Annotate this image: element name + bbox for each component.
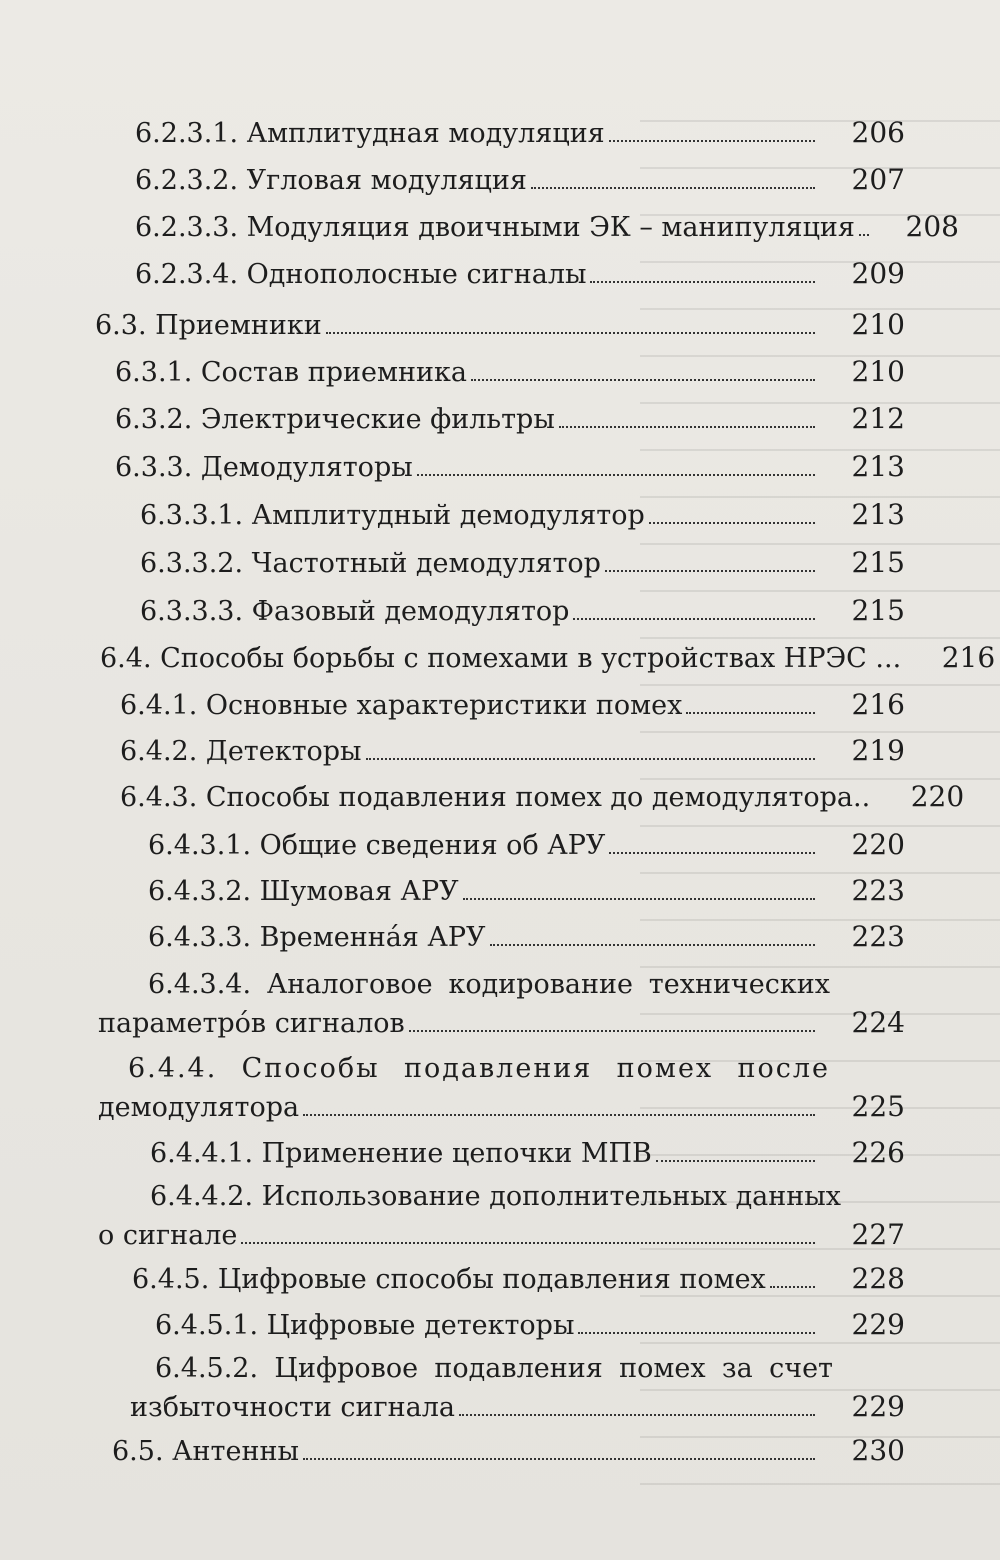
toc-entry[interactable]: [115, 355, 905, 390]
toc-page-number: 223: [851, 874, 905, 907]
leader-dots: [241, 1242, 815, 1244]
toc-page-number: 229: [851, 1390, 905, 1423]
toc-entry-label: 6.2.3.4. Однополосные сигналы: [135, 259, 587, 290]
toc-entry-label: 6.3.3.2. Частотный демодулятор: [140, 548, 601, 579]
toc-entry-label: 6.4.3.4. Аналоговое кодирование технических: [148, 969, 830, 1000]
toc-entry[interactable]: [150, 1136, 905, 1171]
leader-dots: [656, 1160, 815, 1162]
toc-page-number: 228: [851, 1262, 905, 1295]
leader-dots: [859, 234, 869, 236]
toc-entry-label-continued: о сигнале: [98, 1220, 238, 1251]
toc-entry[interactable]: [115, 450, 905, 485]
toc-page-number: 220: [910, 780, 965, 813]
leader-dots: [417, 474, 815, 476]
toc-entry-label-continued: параметро́в сигналов: [98, 1008, 405, 1039]
leader-dots: [531, 187, 815, 189]
toc-page-number: 216: [941, 641, 996, 674]
leader-dots: [686, 712, 815, 714]
leader-dots: [609, 140, 815, 142]
toc-page-number: 223: [851, 920, 905, 953]
toc-entry-label: 6.4.3.1. Общие сведения об АРУ: [148, 830, 606, 861]
leader-dots: [770, 1286, 815, 1288]
toc-page-number: 215: [851, 546, 905, 579]
leader-dots: [326, 332, 815, 334]
toc-entry[interactable]: [120, 688, 905, 723]
toc-page-number: 219: [851, 734, 905, 767]
toc-entry[interactable]: [148, 920, 905, 955]
leader-dots: [609, 852, 815, 854]
toc-entry-label: 6.4.3. Способы подавления помех до демодулятора..: [120, 782, 871, 813]
leader-dots: [605, 570, 815, 572]
toc-entry-label: 6.3. Приемники: [95, 310, 322, 341]
toc-page-number: 206: [851, 116, 905, 149]
toc-entry-line1[interactable]: [128, 1052, 830, 1086]
leader-dots: [463, 898, 815, 900]
toc-entry[interactable]: [115, 402, 905, 437]
toc-entry-label: 6.3.2. Электрические фильтры: [115, 404, 555, 435]
leader-dots: [366, 758, 815, 760]
toc-entry-label: 6.2.3.3. Модуляция двоичными ЭК – манипуляция: [135, 212, 855, 243]
toc-entry[interactable]: [135, 116, 905, 151]
toc-entry-label: 6.4.4.1. Применение цепочки МПВ: [150, 1138, 652, 1169]
toc-page-number: 227: [851, 1218, 905, 1251]
toc-entry-label: 6.3.3.3. Фазовый демодулятор: [140, 596, 570, 627]
toc-entry[interactable]: [135, 163, 905, 198]
toc-page-number: 209: [851, 257, 905, 290]
toc-entry-label: 6.4.4.2. Использование дополнительных данных: [150, 1181, 841, 1212]
toc-entry[interactable]: [95, 308, 905, 343]
leader-dots: [490, 944, 815, 946]
toc-entry[interactable]: [148, 828, 905, 863]
toc-page-number: 226: [851, 1136, 905, 1169]
toc-entry-label: 6.4.5.1. Цифровые детекторы: [155, 1310, 575, 1341]
toc-page-number: 229: [851, 1308, 905, 1341]
toc-page-number: 230: [851, 1434, 905, 1467]
toc-entry[interactable]: [140, 594, 905, 629]
toc-page-number: 213: [851, 450, 905, 483]
toc-entry-line1[interactable]: [155, 1352, 833, 1386]
leader-dots: [459, 1414, 815, 1416]
toc-page-number: 208: [905, 210, 959, 243]
toc-entry-label: 6.4.5. Цифровые способы подавления помех: [132, 1264, 766, 1295]
leader-dots: [303, 1458, 815, 1460]
toc-entry[interactable]: [155, 1308, 905, 1343]
toc-entry-label: 6.3.3.1. Амплитудный демодулятор: [140, 500, 645, 531]
toc-entry-label: 6.4.1. Основные характеристики помех: [120, 690, 683, 721]
toc-entry[interactable]: [135, 257, 905, 292]
toc-entry-label-continued: избыточности сигнала: [130, 1392, 456, 1423]
toc-entry[interactable]: [100, 641, 996, 676]
leader-dots: [409, 1030, 815, 1032]
toc-page-number: 220: [851, 828, 905, 861]
toc-entry-label: 6.4.3.2. Шумовая АРУ: [148, 876, 459, 907]
toc-page-number: 207: [851, 163, 905, 196]
toc-entry-line2[interactable]: [130, 1390, 905, 1425]
toc-entry-label: 6.4. Способы борьбы с помехами в устройствах НРЭС ...: [100, 643, 902, 674]
toc-page-number: 210: [851, 355, 905, 388]
leader-dots: [590, 281, 815, 283]
toc-entry-line2[interactable]: [98, 1090, 905, 1125]
toc-page-number: 215: [851, 594, 905, 627]
toc-entry-line2[interactable]: [98, 1006, 905, 1041]
toc-entry-label-continued: демодулятора: [98, 1092, 300, 1123]
toc-entry-label: 6.4.5.2. Цифровое подавления помех за счет: [155, 1353, 833, 1384]
toc-page-number: 225: [851, 1090, 905, 1123]
toc-entry-line1[interactable]: [150, 1180, 841, 1214]
toc-entry[interactable]: [120, 780, 965, 815]
leader-dots: [578, 1332, 815, 1334]
toc-entry-label: 6.4.4. Способы подавления помех после: [128, 1053, 830, 1084]
toc-entry-label: 6.3.3. Демодуляторы: [115, 452, 413, 483]
toc-entry-label: 6.4.3.3. Временна́я АРУ: [148, 922, 486, 953]
leader-dots: [573, 618, 815, 620]
toc-entry[interactable]: [120, 734, 905, 769]
leader-dots: [303, 1114, 815, 1116]
toc-entry-label: 6.2.3.2. Угловая модуляция: [135, 165, 527, 196]
toc-entry-label: 6.2.3.1. Амплитудная модуляция: [135, 118, 605, 149]
toc-entry[interactable]: [148, 874, 905, 909]
toc-page-number: 210: [851, 308, 905, 341]
toc-page-number: 213: [851, 498, 905, 531]
toc-page-number: 212: [851, 402, 905, 435]
toc-entry-line2[interactable]: [98, 1218, 905, 1253]
toc-entry[interactable]: [132, 1262, 905, 1297]
toc-page-number: 216: [851, 688, 905, 721]
toc-entry-label: 6.3.1. Состав приемника: [115, 357, 467, 388]
toc-entry-label: 6.5. Антенны: [112, 1436, 299, 1467]
leader-dots: [471, 379, 815, 381]
leader-dots: [559, 426, 815, 428]
leader-dots: [649, 522, 815, 524]
toc-entry[interactable]: [135, 210, 959, 245]
toc-entry[interactable]: [112, 1434, 905, 1469]
toc-entry-line1[interactable]: [148, 968, 830, 1002]
toc-entry[interactable]: [140, 546, 905, 581]
toc-page-number: 224: [851, 1006, 905, 1039]
toc-entry[interactable]: [140, 498, 905, 533]
toc-entry-label: 6.4.2. Детекторы: [120, 736, 362, 767]
